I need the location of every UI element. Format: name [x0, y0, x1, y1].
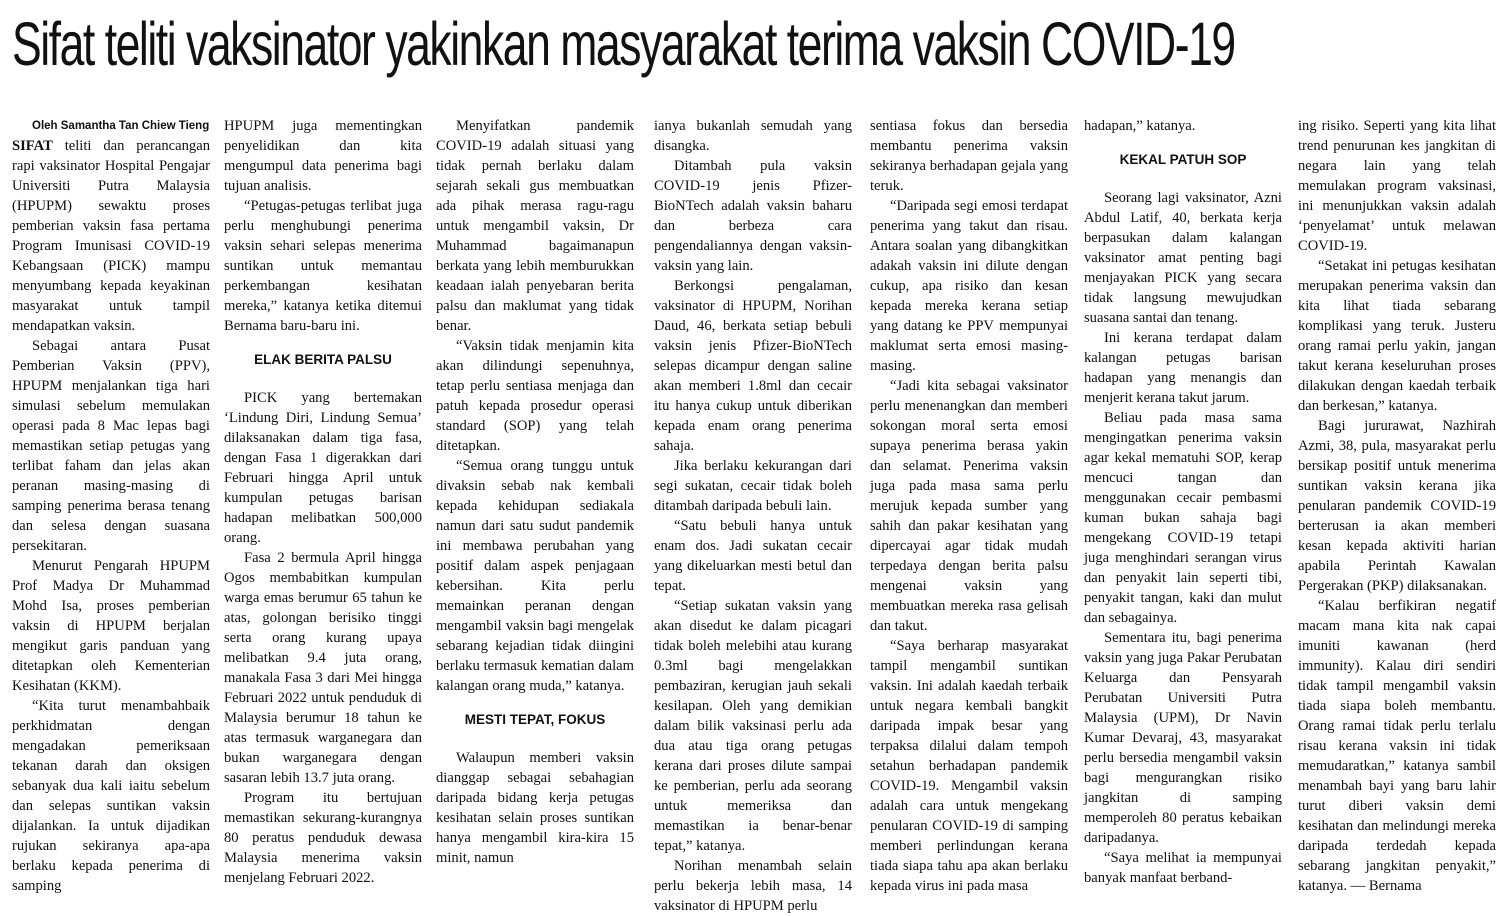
paragraph: Norihan menambah selain perlu bekerja lebih masa, 14 vaksinator di HPUPM perlu — [654, 858, 852, 914]
paragraph: Berkongsi pengalaman, vaksinator di HPUPM, Norihan Daud, 46, berkata setiap bebuli vaksin jenis Pfizer-BioNTech selepas dicampur dengan saline akan memberi 1.8ml dan cecair itu hanya cukup untuk diberikan kepada enam orang penerima sahaja. — [654, 278, 852, 454]
headline: Sifat teliti vaksinator yakinkan masyarakat terima vaksin COVID-19 — [12, 10, 1235, 78]
column-2 — [224, 116, 422, 890]
column-3 — [436, 116, 634, 890]
subheading: KEKAL PATUH SOP — [1119, 152, 1247, 167]
paragraph: Program itu bertujuan memastikan sekurang-kurangnya 80 peratus penduduk dewasa Malaysia menerima vaksin menjelang Februari 2022. — [224, 790, 422, 886]
paragraph: “Petugas-petugas terlibat juga perlu menghubungi penerima vaksin sehari selepas menerima suntikan untuk memantau perkembangan kesihatan mereka,” katanya ketika ditemui Bernama baru-baru ini. — [224, 198, 422, 334]
paragraph: “Setiap sukatan vaksin yang akan disedut ke dalam picagari tidak boleh melebihi atau kurang 0.3ml bagi mengelakkan pembaziran, kerugian jauh sekali kesilapan. Oleh yang demikian dalam bilik vaksinasi perlu ada dua atau tiga orang petugas kerana dari proses dilute sampai ke pemberian, perlu ada seorang untuk memeriksa dan memastikan ia benar-benar tepat,” katanya. — [654, 598, 852, 854]
paragraph: ianya bukanlah semudah yang disangka. — [654, 118, 852, 154]
column-7 — [1298, 116, 1496, 894]
paragraph: hadapan,” katanya. — [1084, 118, 1196, 134]
paragraph: “Kita turut menambahbaik perkhidmatan dengan mengadakan pemeriksaan tekanan darah dan oksigen sebanyak dua kali iaitu sebelum dan selepas suntikan vaksin dijalankan. Ia untuk dijadikan rujukan sekiranya apa-apa berlaku kepada penerima di samping — [12, 698, 210, 894]
column-6 — [1084, 116, 1282, 890]
paragraph: “Kalau berfikiran negatif macam mana kita nak capai imuniti kawanan (herd immunity). Kalau diri sendiri tidak tampil mengambil vaksin tiada siapa boleh membantu. Orang ramai tidak perlu terlalu risau kerana vaksin ini tidak memudaratkan,” katanya sambil menambah bayi yang baru lahir turut diberi vaksin demi kesihatan dan melindungi mereka daripada terdedah kepada sebarang jangkitan penyakit,” katanya. — Bernama — [1298, 598, 1496, 894]
paragraph: HPUPM juga mementingkan penyelidikan dan kita mengumpul data penerima bagi tujuan analisis. — [224, 118, 422, 194]
paragraph: “Saya melihat ia mempunyai banyak manfaat berband- — [1084, 850, 1282, 886]
paragraph: “Vaksin tidak menjamin kita akan dilindungi sepenuhnya, tetap perlu sentiasa menjaga dan patuh kepada prosedur operasi standard (SOP) yang telah ditetapkan. — [436, 338, 634, 454]
column-5 — [870, 116, 1068, 894]
paragraph: PICK yang bertemakan ‘Lindung Diri, Lindung Semua’ dilaksanakan dalam tiga fasa, dengan Fasa 1 digerakkan dari Februari hingga April untuk kumpulan petugas barisan hadapan melibatkan 500,000 orang. — [224, 390, 422, 546]
paragraph: Ditambah pula vaksin COVID-19 jenis Pfizer-BioNTech adalah vaksin baharu dan berbeza cara pengendaliannya dengan vaksin-vaksin yang lain. — [654, 158, 852, 274]
paragraph: Ini kerana terdapat dalam kalangan petugas barisan hadapan yang menangis dan menjerit kerana takut jarum. — [1084, 330, 1282, 406]
paragraph: Jika berlaku kekurangan dari segi sukatan, cecair tidak boleh ditambah daripada bebuli lain. — [654, 458, 852, 514]
paragraph: sentiasa fokus dan bersedia membantu penerima vaksin sekiranya berhadapan gejala yang teruk. — [870, 118, 1068, 194]
paragraph: Sebagai antara Pusat Pemberian Vaksin (PPV), HPUPM menjalankan tiga hari simulasi sebelum memulakan operasi pada 8 Mac lepas bagi memastikan setiap petugas yang terlibat faham dan jelas akan peranan masing-masing di samping penerima berasa tenang dan selesa dengan suasana persekitaran. — [12, 338, 210, 554]
paragraph: Sementara itu, bagi penerima vaksin yang juga Pakar Perubatan Keluarga dan Pensyarah Perubatan Universiti Putra Malaysia (UPM), Dr Navin Kumar Devaraj, 43, masyarakat perlu bersedia mengambil vaksin bagi mengurangkan risiko jangkitan di samping memperoleh 80 peratus kebaikan daripadanya. — [1084, 630, 1282, 846]
paragraph: “Jadi kita sebagai vaksinator perlu menenangkan dan memberi sokongan moral serta emosi supaya penerima berasa yakin dan selamat. Penerima vaksin juga pada masa sama perlu merujuk kepada sumber yang sahih dan pakar kesihatan yang dipercayai agar tidak mudah terpedaya dengan berita palsu mengenai vaksin yang membuatkan mereka rasa gelisah dan takut. — [870, 378, 1068, 634]
subheading: ELAK BERITA PALSU — [254, 352, 392, 367]
paragraph: Menyifatkan pandemik COVID-19 adalah situasi yang tidak pernah berlaku dalam sejarah sekali gus membuatkan ada pihak merasa ragu-ragu untuk mengambil vaksin, Dr Muhammad bagaimanapun berkata yang lebih memburukkan keadaan ialah penyebaran berita palsu dan maklumat yang tidak benar. — [436, 118, 634, 334]
paragraph: Bagi jururawat, Nazhirah Azmi, 38, pula, masyarakat perlu bersikap positif untuk menerima suntikan vaksin kerana jika penularan pandemik COVID-19 berterusan ia akan memberi kesan kepada aktiviti harian apabila Perintah Kawalan Pergerakan (PKP) dilaksanakan. — [1298, 418, 1496, 594]
paragraph: Beliau pada masa sama mengingatkan penerima vaksin agar kekal mematuhi SOP, kerap mencuci tangan dan menggunakan cecair pembasmi kuman bukan sahaja bagi mengekang COVID-19 tetapi juga menghindari serangan virus dan penyakit lain seperti tibi, penyakit tangan, kaki dan mulut dan sebagainya. — [1084, 410, 1282, 626]
subheading: MESTI TEPAT, FOKUS — [464, 712, 606, 727]
paragraph: Fasa 2 bermula April hingga Ogos membabitkan kumpulan warga emas berumur 65 tahun ke atas, golongan berisiko tinggi serta orang kurang upaya melibatkan 9.4 juta orang, manakala Fasa 3 dari Mei hingga Februari 2022 untuk penduduk di Malaysia berumur 18 tahun ke atas termasuk warganegara dan bukan warganegara dengan sasaran lebih 13.7 juta orang. — [224, 550, 422, 786]
paragraph: “Setakat ini petugas kesihatan merupakan penerima vaksin dan kita lihat tiada sebarang komplikasi yang teruk. Justeru orang ramai perlu yakin, jangan takut kerana keseluruhan proses dilakukan dengan kaedah terbaik dan berkesan,” katanya. — [1298, 258, 1496, 414]
paragraph: Walaupun memberi vaksin dianggap sebagai sebahagian daripada bidang kerja petugas kesihatan selain proses suntikan hanya mengambil kira-kira 15 minit, namun — [436, 750, 634, 866]
paragraph: Menurut Pengarah HPUPM Prof Madya Dr Muhammad Mohd Isa, proses pemberian vaksin di HPUPM berjalan mengikut garis panduan yang ditetapkan oleh Kementerian Kesihatan (KKM). — [12, 558, 210, 694]
paragraph — [12, 136, 210, 336]
paragraph-text: teliti dan perancangan rapi vaksinator Hospital Pengajar Universiti Putra Malaysia (HPUPM) sewaktu proses pemberian vaksin fasa pertama Program Imunisasi COVID-19 Kebangsaan (PICK) mampu menyumbang kepada keyakinan masyarakat untuk tampil mendapatkan vaksin. — [12, 138, 210, 334]
paragraph: Seorang lagi vaksinator, Azni Abdul Latif, 40, berkata kerja berpasukan dalam kalangan vaksinator amat penting bagi menjayakan PICK yang secara tidak langsung mewujudkan suasana santai dan tenang. — [1084, 190, 1282, 326]
paragraph: “Saya berharap masyarakat tampil mengambil suntikan vaksin. Ini adalah kaedah terbaik untuk negara kembali bangkit daripada impak besar yang terpaksa dilalui dalam tempoh setahun berhadapan pandemik COVID-19. Mengambil vaksin adalah cara untuk mengekang penularan COVID-19 di samping memberi perlindungan kerana tiada siapa tahu apa akan berlaku kepada virus ini pada masa — [870, 638, 1068, 894]
column-4 — [654, 116, 852, 914]
paragraph: “Semua orang tunggu untuk divaksin sebab nak kembali kepada kehidupan sediakala namun dari satu sudut pandemik ini membawa perubahan yang positif dalam aspek penjagaan kebersihan. Kita perlu memainkan peranan dengan mengambil vaksin bagi mengelak sebarang kejadian tidak diingini berlaku termasuk kematian dalam kalangan orang muda,” katanya. — [436, 458, 634, 694]
paragraph: ing risiko. Seperti yang kita lihat trend penurunan kes jangkitan di negara lain yang telah memulakan program vaksinasi, ini menunjukkan vaksin adalah ‘penyelamat’ untuk melawan COVID-19. — [1298, 118, 1496, 254]
paragraph: “Daripada segi emosi terdapat penerima yang takut dan risau. Antara soalan yang dibangkitkan adakah vaksin ini dilute dengan cukup, apa risiko dan kesan kepada mereka kerana setiap yang datang ke PPV mempunyai maklumat serta emosi masing-masing. — [870, 198, 1068, 374]
byline: Oleh Samantha Tan Chiew Tieng — [32, 120, 210, 132]
lead-word: SIFAT — [12, 138, 53, 154]
paragraph: “Satu bebuli hanya untuk enam dos. Jadi sukatan cecair yang dikeluarkan mesti betul dan tepat. — [654, 518, 852, 594]
article-body — [12, 116, 1496, 914]
column-1 — [12, 116, 210, 894]
